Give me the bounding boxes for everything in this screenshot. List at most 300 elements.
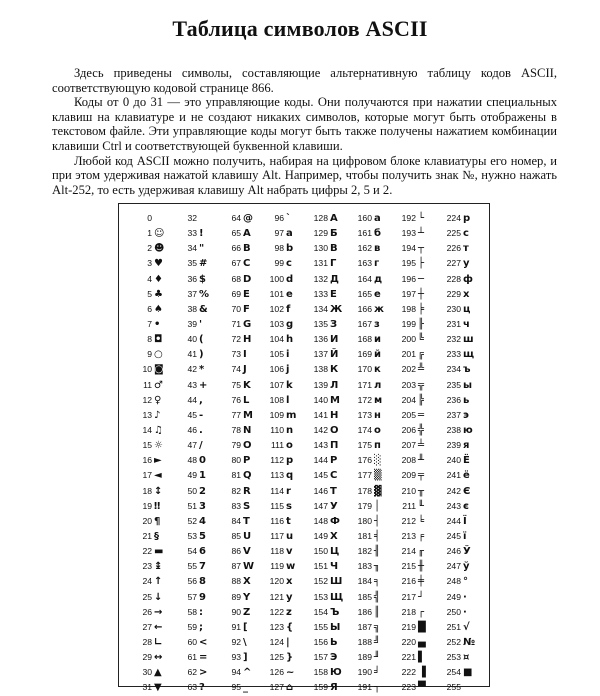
- ascii-code: 129: [313, 228, 328, 239]
- ascii-cell: [432, 574, 476, 589]
- ascii-cell: [387, 468, 431, 483]
- ascii-cell: [432, 544, 476, 559]
- ascii-glyph: ◘: [154, 334, 163, 346]
- ascii-code: 111: [270, 440, 284, 451]
- ascii-cell: [432, 226, 476, 241]
- ascii-glyph: ~: [286, 667, 295, 679]
- ascii-glyph: d: [286, 273, 294, 285]
- ascii-cell: [123, 680, 167, 695]
- ascii-glyph: P: [243, 455, 251, 467]
- ascii-cell: [255, 529, 299, 544]
- ascii-cell: [432, 423, 476, 438]
- ascii-code: 137: [313, 349, 328, 360]
- ascii-cell: [299, 529, 343, 544]
- ascii-cell: [387, 590, 431, 605]
- ascii-code: 134: [313, 303, 328, 314]
- ascii-code: 171: [357, 379, 372, 390]
- ascii-code: 238: [446, 424, 461, 435]
- ascii-column: [212, 211, 256, 696]
- ascii-glyph: h: [286, 334, 294, 346]
- ascii-code: 95: [231, 682, 241, 693]
- ascii-glyph: И: [330, 334, 339, 346]
- ascii-code: 84: [231, 515, 241, 526]
- ascii-glyph: k: [286, 379, 293, 391]
- ascii-code: 92: [231, 636, 241, 647]
- ascii-glyph: +: [199, 379, 208, 391]
- ascii-cell: [123, 605, 167, 620]
- ascii-cell: [168, 574, 212, 589]
- ascii-code: 4: [147, 273, 152, 284]
- ascii-code: 229: [446, 288, 461, 299]
- ascii-code: 107: [269, 379, 284, 390]
- ascii-glyph: •: [154, 318, 161, 330]
- ascii-code: 153: [313, 591, 328, 602]
- ascii-glyph: Y: [243, 591, 251, 603]
- ascii-cell: [168, 605, 212, 620]
- ascii-code: 41: [187, 349, 197, 360]
- ascii-cell: [299, 544, 343, 559]
- ascii-glyph: │: [374, 500, 381, 512]
- ascii-glyph: U: [243, 530, 252, 542]
- ascii-cell: [255, 423, 299, 438]
- ascii-code: 202: [401, 364, 416, 375]
- ascii-glyph: П: [330, 440, 339, 452]
- ascii-cell: [432, 453, 476, 468]
- ascii-code: 162: [357, 243, 372, 254]
- ascii-cell: [432, 620, 476, 635]
- ascii-glyph: н: [374, 409, 381, 421]
- ascii-glyph: A: [243, 228, 251, 240]
- ascii-code: 104: [269, 334, 284, 345]
- ascii-glyph: ╡: [374, 530, 381, 542]
- ascii-code: 117: [270, 530, 284, 541]
- ascii-code: 112: [270, 455, 284, 466]
- ascii-glyph: в: [374, 243, 381, 255]
- ascii-code: 39: [187, 318, 197, 329]
- ascii-glyph: С: [330, 470, 338, 482]
- ascii-code: 138: [313, 364, 328, 375]
- ascii-glyph: {: [286, 621, 294, 633]
- ascii-code: 70: [231, 303, 241, 314]
- ascii-code: 3: [147, 258, 152, 269]
- ascii-glyph: й: [374, 349, 382, 361]
- ascii-glyph: `: [286, 213, 291, 224]
- ascii-glyph: ♪: [154, 409, 161, 421]
- ascii-code: 246: [446, 546, 461, 557]
- ascii-cell: [212, 211, 256, 226]
- ascii-cell: [123, 453, 167, 468]
- ascii-glyph: ╝: [374, 636, 381, 648]
- ascii-cell: [343, 378, 387, 393]
- ascii-glyph: ▬: [154, 546, 164, 558]
- ascii-cell: [299, 272, 343, 287]
- ascii-cell: [432, 241, 476, 256]
- ascii-glyph: ╞: [418, 303, 425, 315]
- ascii-cell: [255, 272, 299, 287]
- ascii-cell: [212, 468, 256, 483]
- ascii-cell: [299, 620, 343, 635]
- ascii-cell: [212, 484, 256, 499]
- ascii-cell: [212, 574, 256, 589]
- ascii-column: [255, 211, 299, 696]
- ascii-code: 53: [187, 530, 197, 541]
- ascii-glyph: ∙: [463, 591, 467, 603]
- ascii-cell: [343, 559, 387, 574]
- ascii-code: 35: [187, 258, 197, 269]
- ascii-cell: [212, 665, 256, 680]
- ascii-cell: [123, 256, 167, 271]
- ascii-code: 136: [313, 334, 328, 345]
- ascii-cell: [123, 408, 167, 423]
- ascii-code: 81: [231, 470, 241, 481]
- ascii-glyph: ■: [463, 667, 473, 679]
- ascii-code: 175: [357, 440, 372, 451]
- ascii-code: 157: [313, 652, 328, 663]
- ascii-code: 200: [401, 334, 416, 345]
- ascii-cell: [432, 635, 476, 650]
- ascii-glyph: Д: [330, 273, 339, 285]
- ascii-code: 33: [187, 228, 197, 239]
- page-title: Таблица символов ASCII: [172, 16, 428, 41]
- ascii-glyph: 4: [199, 515, 206, 527]
- ascii-glyph: $: [199, 273, 206, 285]
- ascii-cell: [432, 332, 476, 347]
- ascii-code: 94: [231, 667, 241, 678]
- ascii-code: 188: [357, 636, 372, 647]
- ascii-cell: [255, 468, 299, 483]
- ascii-code: 133: [313, 288, 328, 299]
- ascii-cell: [343, 484, 387, 499]
- ascii-cell: [123, 347, 167, 362]
- ascii-cell: [343, 499, 387, 514]
- ascii-code: 196: [401, 273, 416, 284]
- ascii-glyph: ╧: [418, 440, 425, 452]
- ascii-cell: [212, 635, 256, 650]
- ascii-glyph: ╤: [418, 470, 425, 482]
- ascii-glyph: ▲: [154, 667, 162, 679]
- ascii-code: 163: [357, 258, 372, 269]
- ascii-glyph: г: [374, 258, 380, 270]
- ascii-code: 49: [187, 470, 197, 481]
- ascii-code: 208: [401, 455, 416, 466]
- ascii-code: 98: [274, 243, 284, 254]
- ascii-cell: [255, 453, 299, 468]
- ascii-code: 29: [142, 652, 152, 663]
- ascii-glyph: S: [243, 500, 251, 512]
- ascii-cell: [387, 484, 431, 499]
- ascii-code: 199: [401, 318, 416, 329]
- ascii-code: 68: [231, 273, 241, 284]
- ascii-cell: [343, 620, 387, 635]
- ascii-glyph: ○: [154, 349, 163, 361]
- ascii-glyph: #: [199, 258, 208, 270]
- ascii-code: 127: [269, 682, 284, 693]
- ascii-code: 131: [313, 258, 328, 269]
- ascii-glyph: ▼: [154, 682, 162, 694]
- ascii-cell: [255, 514, 299, 529]
- ascii-cell: [123, 302, 167, 317]
- ascii-glyph: ╙: [418, 500, 425, 512]
- ascii-code: 57: [187, 591, 197, 602]
- ascii-code: 108: [269, 394, 284, 405]
- ascii-code: 135: [313, 318, 328, 329]
- ascii-glyph: 2: [199, 485, 206, 497]
- ascii-glyph: ║: [374, 606, 381, 618]
- ascii-glyph: ▄: [418, 636, 426, 648]
- ascii-glyph: ╒: [418, 530, 425, 542]
- intro-paragraph-3: Любой код ASCII можно получить, набирая на цифровом блоке клавиатуры его номер, и при этом удерживая нажатой клавишу Alt. Например, чтобы получить знак №, нужно нажать Alt-252, то есть удерживая клавишу Alt набрать цифры 2, 5 и 2.: [52, 153, 557, 197]
- ascii-cell: [299, 635, 343, 650]
- ascii-glyph: ┘: [418, 591, 425, 603]
- ascii-glyph: ♠: [154, 303, 163, 315]
- ascii-glyph: х: [463, 288, 470, 300]
- ascii-glyph: 0: [199, 455, 206, 467]
- ascii-cell: [168, 362, 212, 377]
- ascii-glyph: 8: [199, 576, 206, 588]
- ascii-glyph: ├: [418, 258, 425, 270]
- ascii-glyph: ▒: [374, 470, 382, 482]
- ascii-glyph: i: [286, 349, 290, 361]
- ascii-code: 52: [187, 515, 197, 526]
- ascii-cell: [168, 347, 212, 362]
- ascii-cell: [168, 453, 212, 468]
- ascii-glyph: ╖: [374, 561, 381, 573]
- ascii-code: 213: [401, 530, 416, 541]
- ascii-glyph: ╥: [418, 485, 425, 497]
- ascii-code: 106: [269, 364, 284, 375]
- ascii-glyph: Ы: [330, 621, 341, 633]
- ascii-glyph: К: [330, 364, 339, 376]
- ascii-cell: [212, 347, 256, 362]
- ascii-code: 155: [313, 621, 328, 632]
- ascii-glyph: Э: [330, 652, 338, 664]
- ascii-glyph: ►: [154, 455, 162, 467]
- ascii-glyph: W: [243, 561, 255, 573]
- ascii-cell: [387, 574, 431, 589]
- ascii-glyph: ╗: [374, 621, 381, 633]
- ascii-glyph: ъ: [463, 364, 471, 376]
- ascii-cell: [387, 499, 431, 514]
- ascii-glyph: 9: [199, 591, 206, 603]
- ascii-glyph: п: [374, 440, 381, 452]
- ascii-glyph: ]: [243, 652, 248, 664]
- ascii-cell: [299, 499, 343, 514]
- ascii-code: 63: [187, 682, 197, 693]
- ascii-code: 125: [269, 652, 284, 663]
- ascii-glyph: ♣: [154, 288, 163, 300]
- ascii-glyph: ◙: [154, 364, 164, 376]
- ascii-code: 141: [313, 409, 328, 420]
- ascii-glyph: n: [286, 424, 294, 436]
- ascii-code: 110: [270, 424, 284, 435]
- ascii-glyph: F: [243, 303, 250, 315]
- ascii-cell: [123, 241, 167, 256]
- ascii-glyph: о: [374, 424, 381, 436]
- ascii-cell: [299, 393, 343, 408]
- intro-paragraph-1: Здесь приведены символы, составляющие альтернативную таблицу кодов ASCII, соответствующую кодовой странице 866.: [52, 66, 557, 95]
- ascii-glyph: :: [199, 606, 203, 618]
- ascii-code: 80: [231, 455, 241, 466]
- ascii-glyph: O: [243, 440, 252, 452]
- ascii-cell: [343, 393, 387, 408]
- ascii-cell: [168, 590, 212, 605]
- ascii-code: 54: [187, 546, 197, 557]
- ascii-glyph: c: [286, 258, 292, 270]
- ascii-cell: [387, 302, 431, 317]
- ascii-cell: [432, 484, 476, 499]
- ascii-glyph: ё: [463, 470, 470, 482]
- ascii-code: 245: [446, 530, 461, 541]
- ascii-code: 225: [446, 228, 461, 239]
- ascii-cell: [123, 484, 167, 499]
- ascii-code: 222: [401, 667, 416, 678]
- ascii-glyph: 7: [199, 561, 206, 573]
- ascii-code: 114: [270, 485, 284, 496]
- ascii-glyph: %: [199, 288, 210, 300]
- ascii-code: 55: [187, 561, 197, 572]
- ascii-code: 247: [446, 561, 461, 572]
- ascii-cell: [387, 620, 431, 635]
- ascii-glyph: M: [243, 409, 253, 421]
- ascii-glyph: ,: [199, 394, 203, 406]
- ascii-code: 103: [269, 318, 284, 329]
- ascii-code: 140: [313, 394, 328, 405]
- ascii-code: 10: [142, 364, 152, 375]
- ascii-glyph: Й: [330, 349, 339, 361]
- ascii-cell: [432, 559, 476, 574]
- ascii-glyph: ю: [463, 424, 473, 436]
- ascii-code: 97: [274, 228, 284, 239]
- ascii-code: 27: [142, 621, 152, 632]
- ascii-glyph: л: [374, 379, 382, 391]
- ascii-code: 126: [269, 667, 284, 678]
- ascii-code: 128: [313, 213, 328, 223]
- ascii-glyph: ┌: [418, 606, 425, 618]
- ascii-code: 30: [142, 667, 152, 678]
- ascii-glyph: ☻: [154, 243, 165, 255]
- ascii-glyph: p: [286, 455, 294, 467]
- ascii-glyph: ╠: [418, 394, 425, 406]
- ascii-cell: [168, 620, 212, 635]
- ascii-code: 177: [357, 470, 372, 481]
- ascii-cell: [387, 423, 431, 438]
- ascii-glyph: м: [374, 394, 383, 406]
- ascii-glyph: f: [286, 303, 291, 315]
- ascii-cell: [343, 408, 387, 423]
- ascii-glyph: L: [243, 394, 250, 406]
- ascii-cell: [343, 650, 387, 665]
- ascii-code: 168: [357, 334, 372, 345]
- ascii-cell: [387, 256, 431, 271]
- ascii-cell: [299, 559, 343, 574]
- ascii-code: 242: [446, 485, 461, 496]
- ascii-glyph: Ц: [330, 546, 340, 558]
- ascii-cell: [299, 650, 343, 665]
- ascii-glyph: └: [418, 213, 425, 224]
- ascii-code: 66: [231, 243, 241, 254]
- ascii-code: 227: [446, 258, 461, 269]
- ascii-cell: [299, 423, 343, 438]
- ascii-cell: [212, 317, 256, 332]
- ascii-cell: [343, 272, 387, 287]
- ascii-code: 101: [269, 288, 284, 299]
- ascii-glyph: ▀: [418, 682, 426, 694]
- ascii-cell: [168, 256, 212, 271]
- ascii-cell: [387, 529, 431, 544]
- ascii-cell: [168, 423, 212, 438]
- ascii-code: 158: [313, 667, 328, 678]
- ascii-cell: [123, 514, 167, 529]
- ascii-code: 15: [142, 440, 152, 451]
- ascii-glyph: ♫: [154, 424, 163, 436]
- ascii-code: 115: [270, 500, 284, 511]
- ascii-code: 22: [142, 546, 152, 557]
- ascii-code: 118: [270, 546, 284, 557]
- ascii-cell: [432, 665, 476, 680]
- ascii-cell: [343, 332, 387, 347]
- ascii-cell: [343, 241, 387, 256]
- ascii-glyph: Ъ: [330, 606, 340, 618]
- ascii-cell: [168, 650, 212, 665]
- ascii-cell: [255, 650, 299, 665]
- ascii-code: 93: [231, 652, 241, 663]
- ascii-glyph: ♥: [154, 258, 163, 270]
- ascii-code: 121: [269, 591, 284, 602]
- ascii-glyph: ╟: [418, 318, 425, 330]
- ascii-cell: [255, 680, 299, 695]
- ascii-glyph: ▐: [418, 667, 426, 679]
- ascii-glyph: Є: [463, 485, 471, 497]
- ascii-glyph: &: [199, 303, 208, 315]
- ascii-cell: [432, 408, 476, 423]
- ascii-code: 26: [142, 606, 152, 617]
- ascii-glyph: ): [199, 349, 204, 361]
- ascii-code: 96: [274, 213, 284, 223]
- ascii-cell: [123, 226, 167, 241]
- ascii-glyph: Л: [330, 379, 339, 391]
- ascii-cell: [299, 680, 343, 695]
- ascii-cell: [432, 514, 476, 529]
- ascii-cell: [343, 302, 387, 317]
- ascii-cell: [343, 256, 387, 271]
- ascii-glyph: K: [243, 379, 251, 391]
- ascii-code: 251: [446, 621, 461, 632]
- ascii-glyph: j: [286, 364, 290, 376]
- ascii-code: 76: [231, 394, 241, 405]
- ascii-cell: [387, 559, 431, 574]
- ascii-code: 122: [269, 606, 284, 617]
- ascii-glyph: щ: [463, 349, 475, 361]
- ascii-glyph: o: [286, 440, 293, 452]
- ascii-glyph: ·: [463, 606, 467, 618]
- ascii-cell: [123, 423, 167, 438]
- ascii-code: 44: [187, 394, 197, 405]
- ascii-cell: [255, 226, 299, 241]
- ascii-cell: [255, 241, 299, 256]
- ascii-code: 19: [142, 500, 152, 511]
- ascii-glyph: y: [286, 591, 293, 603]
- ascii-cell: [212, 272, 256, 287]
- ascii-cell: [387, 347, 431, 362]
- ascii-glyph: ▓: [374, 485, 382, 497]
- ascii-cell: [299, 605, 343, 620]
- ascii-cell: [123, 211, 167, 226]
- ascii-code: 210: [401, 485, 416, 496]
- ascii-glyph: ?: [199, 682, 205, 694]
- ascii-code: 2: [147, 243, 152, 254]
- ascii-cell: [343, 287, 387, 302]
- ascii-cell: [299, 453, 343, 468]
